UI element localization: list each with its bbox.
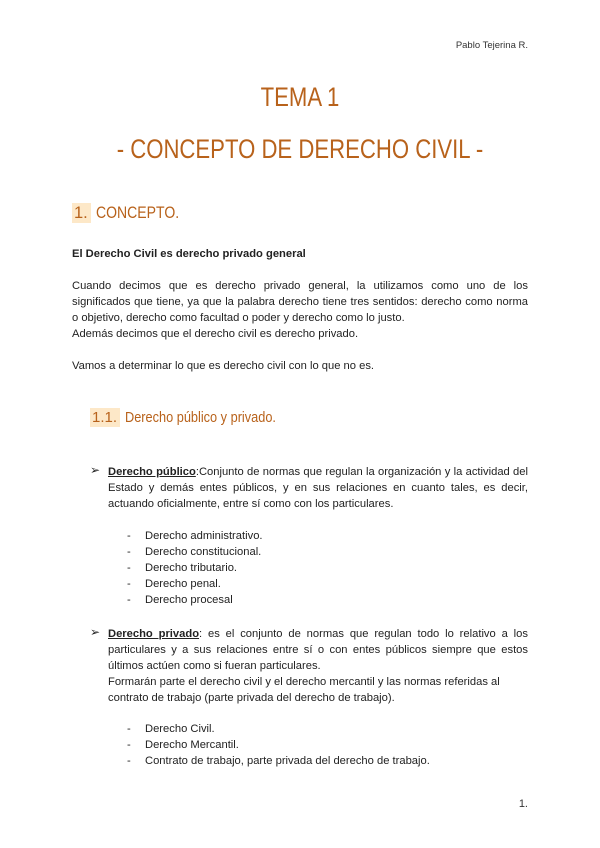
derecho-publico-definition bbox=[108, 464, 528, 512]
list-item: - Derecho penal. bbox=[127, 578, 221, 590]
subsection-heading bbox=[90, 409, 303, 426]
bullet-arrow-icon: ➢ bbox=[90, 463, 101, 477]
list-item: - Contrato de trabajo, parte privada del derecho de trabajo. bbox=[127, 755, 430, 767]
derecho-privado-definition bbox=[108, 626, 528, 674]
derecho-privado-text: : es el conjunto de normas que regulan todo lo relativo a los particulares y a sus relaciones entre sí o con entes públicos siempre que estos últimos actúen como si fueran particulares. bbox=[108, 628, 528, 672]
list-item: - Derecho tributario. bbox=[127, 562, 238, 574]
bullet-arrow-icon: ➢ bbox=[90, 625, 101, 639]
section-number: 1. bbox=[72, 203, 91, 223]
list-item: - Derecho administrativo. bbox=[127, 530, 263, 542]
derecho-privado-text-2: Formarán parte el derecho civil y el derecho mercantil y las normas referidas al contrato de trabajo (parte privada del derecho de trabajo). bbox=[108, 676, 500, 704]
derecho-publico-text: :Conjunto de normas que regulan la organización y la actividad del Estado y demás entes públicos, y en sus relaciones en cuanto tales, es decir, actuando oficialmente, entre sí como con los particulares. bbox=[108, 466, 528, 510]
derecho-privado-term: Derecho privado bbox=[108, 628, 200, 640]
derecho-privado-list bbox=[127, 721, 430, 769]
section-heading-concepto bbox=[72, 204, 194, 223]
paragraph-determinar: Vamos a determinar lo que es derecho civil con lo que no es. bbox=[72, 360, 375, 372]
author-name: Pablo Tejerina R. bbox=[455, 40, 528, 51]
document-title: TEMA 1 bbox=[260, 82, 340, 112]
list-item: - Derecho procesal bbox=[127, 594, 233, 606]
derecho-publico-list bbox=[127, 528, 263, 608]
bold-statement: El Derecho Civil es derecho privado general bbox=[72, 248, 306, 260]
paragraph-intro-2: Además decimos que el derecho civil es derecho privado. bbox=[72, 328, 359, 340]
section-heading-text: CONCEPTO. bbox=[95, 204, 179, 222]
subsection-heading-text: Derecho público y privado. bbox=[125, 409, 276, 426]
page-number: 1. bbox=[518, 798, 528, 810]
derecho-publico-term: Derecho público bbox=[108, 466, 196, 478]
list-item: - Derecho constitucional. bbox=[127, 546, 262, 558]
list-item: - Derecho Mercantil. bbox=[127, 739, 239, 751]
list-item: - Derecho Civil. bbox=[127, 723, 215, 735]
document-subtitle: - CONCEPTO DE DERECHO CIVIL - bbox=[116, 134, 484, 164]
paragraph-intro: Cuando decimos que es derecho privado general, la utilizamos como uno de los significados que tiene, ya que la palabra derecho tiene tres sentidos: derecho como norma o objetivo, derecho como facultad o poder y derecho como lo justo. bbox=[72, 280, 528, 324]
subsection-number: 1.1. bbox=[90, 408, 120, 427]
